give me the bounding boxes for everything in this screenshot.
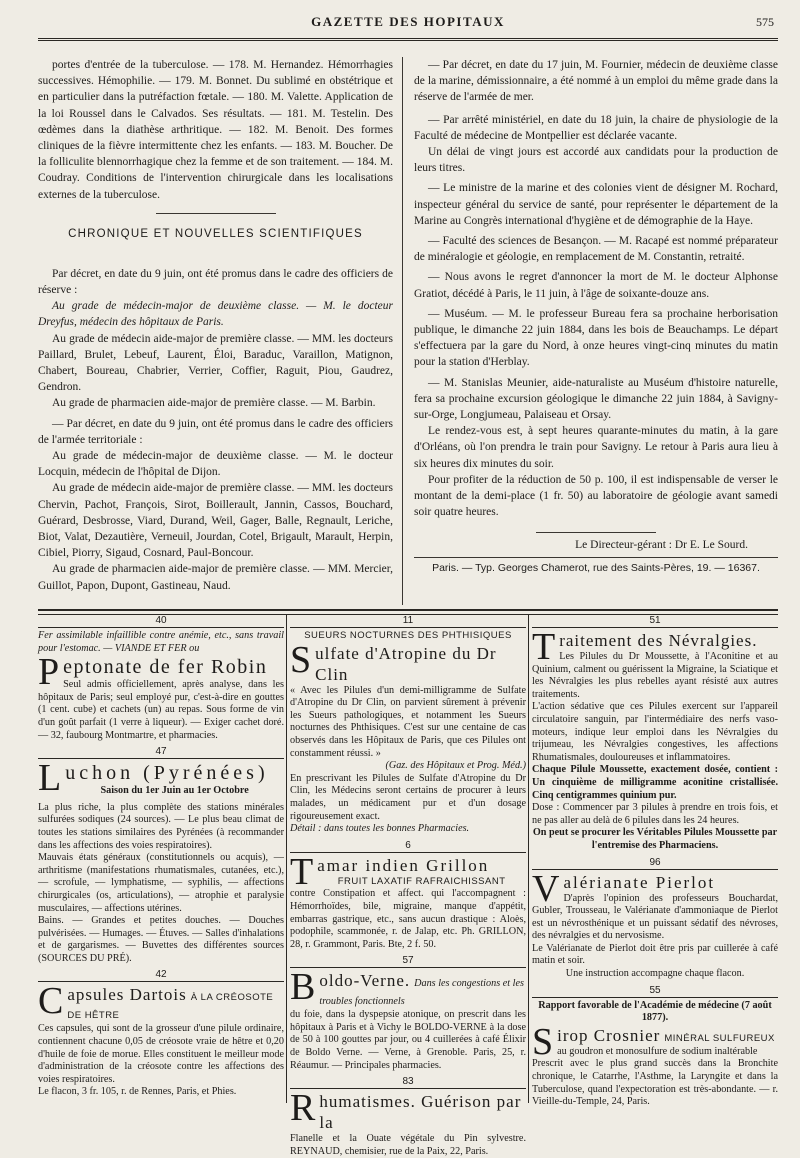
advert-body: Bains. — Grandes et petites douches. — Douches pulvérisées. — Humages. — Étuves. — Salles d'inhalations et de gargarismes. — Buvettes des différentes sources (SOURCES DU PRÉ). <box>38 915 284 964</box>
paragraph: — Nous avons le regret d'annoncer la mort de M. le docteur Alphonse Gratiot, décédé à Paris, le 11 juin, à l'âge de soixante-douze ans. <box>414 271 778 300</box>
paragraph: Au grade de médecin-major de deuxième classe. — M. le docteur Locquin, médecin de l'hôpital de Dijon. <box>38 450 393 479</box>
printer-line: Paris. — Typ. Georges Chamerot, rue des Saints-Pères, 19. — 16367. <box>414 557 778 574</box>
advert-body: Le Valérianate de Pierlot doit être pris par cuillerée à café matin et soir. <box>532 942 778 967</box>
advert-title: amar indien Grillon <box>317 855 490 875</box>
advert-quote: « Avec les Pilules d'un demi-milligramme de Sulfate d'Atropine du Dr Clin, on parvient sûrement à prévenir les Sueurs pathologiques, et notamment les Sueurs nocturnes des Phthisiques. C'est sur une centaine de cas observés dans les Hôpitaux de Paris, que ces Pilules ont constamment réussi. » <box>290 684 526 759</box>
drop-cap: S <box>290 638 312 681</box>
advert-number: 11 <box>290 615 526 628</box>
drop-cap: P <box>38 651 60 694</box>
advert-dartois <box>38 980 284 1099</box>
advert-boldo <box>290 966 526 1072</box>
paragraph: — Par décret, en date du 9 juin, ont été promus dans le cadre des officiers de l'armée territoriale : <box>38 417 393 446</box>
advert-body: Les Pilules du Dr Moussette, à l'Aconitine et au Quinium, calment ou guérissent la Migraine, la Sciatique et les Névralgies les plus rebelles ayant résisté aux autres traitements. <box>532 651 778 700</box>
left-column <box>38 57 393 607</box>
advert-body: du foie, dans la dyspepsie atonique, on prescrit dans les hôpitaux à Paris et à Vichy le BOLDO-VERNE à la dose de 50 à 100 gouttes par jour, ou 4 cuillerées à café Élixir de Boldo Verne. — Verne, à Grenoble. Paris, 25, r. Réaumur. — Principales pharmacies. <box>290 1009 526 1071</box>
advert-title: eptonate de fer Robin <box>63 656 268 679</box>
advert-title: uchon (Pyrénées) <box>65 762 269 785</box>
page-number: 575 <box>756 15 774 29</box>
advert-peptonate <box>38 630 284 742</box>
advert-number: 40 <box>38 615 284 628</box>
advert-title: apsules Dartois <box>67 985 187 1005</box>
paragraph: Pour profiter de la réduction de 50 p. 100, il est indispensable de verser le montant de la demi-place (1 fr. 50) au laboratoire de géologie avant samedi soir quatre heures. <box>414 473 778 519</box>
paragraph: — M. Stanislas Meunier, aide-naturaliste au Muséum d'histoire naturelle, fera sa prochaine excursion géologique le dimanche 22 juin 1884, à Savigny-sur-Orge, Longjumeau, Palaiseau et Orsay. <box>414 376 778 422</box>
advert-title: oldo-Verne. <box>319 971 411 991</box>
advert-number: 6 <box>290 840 526 853</box>
advert-title: irop Crosnier <box>557 1025 661 1045</box>
thesis-list: portes d'entrée de la tuberculose. — 178. M. Hernandez. Hémorrhagies successives. Hémophilie. — 179. M. Bonnet. Du sublimé en obstétrique et en particulier dans la putréfaction fœtale. — 180. M. Valette. Application de la loi Roussel dans le Calvados. Ses résultats. — 181. M. Testelin. Des œdèmes dans la diathèse arthritique. — 182. M. Benoit. Des formes cliniques de la fièvre intermittente chez les enfants. — 183. M. Boucher. De la folliculite blennorrhagique chez la femme et de son traitement. — 184. M. Coudray. Conditions de l'intervention chirurgicale dans les localisations externes de la tuberculose. <box>38 59 393 201</box>
advert-subtitle: MINÉRAL SULFUREUX <box>664 1032 775 1044</box>
advert-number: 42 <box>38 969 284 982</box>
advert-number: 83 <box>290 1076 526 1089</box>
drop-cap: T <box>290 850 314 893</box>
paragraph: — Faculté des sciences de Besançon. — M. Racapé est nommé préparateur de minéralogie et géologie, en remplacement de M. Constantin, retraité. <box>414 235 778 264</box>
advert-body: Mauvais états généraux (constitutionnels ou acquis), — arthritisme (manifestations rhumatismales, cutanées, etc.), — scrofule, — lymphatisme, — syphilis, — affections chirurgicales (os, articulations), — atrophie et paralysie musculaires, — affections utérines. <box>38 852 284 914</box>
drop-cap: C <box>38 980 64 1023</box>
advert-body: contre Constipation et affect. qui l'accompagnent : Hémorrhoïdes, bile, migraine, manque d'appétit, embarras gastrique, etc., sans aucun drastique : Aloès, podophile, scammonée, r. de Jalap, etc. Ph. GRILLON, 28, r. Grammont, Paris. Bte, 2 f. 50. <box>290 888 526 950</box>
advert-number: 55 <box>532 985 778 998</box>
advert-subtitle: À LA CRÉOSOTE DE HÊTRE <box>67 992 274 1022</box>
advert-column-3 <box>532 615 778 1108</box>
advert-number: 51 <box>532 615 778 628</box>
advert-luchon <box>38 757 284 965</box>
paragraph: — Le ministre de la marine et des colonies vient de désigner M. Rochard, inspecteur général du service de santé, pour représenter le département de la Marine au Congrès international d'hygiène et de démographie de la Haye. <box>414 182 778 227</box>
advert-subtitle: FRUIT LAXATIF RAFRAICHISSANT <box>337 875 506 887</box>
advert-body: La plus riche, la plus complète des stations minérales sulfurées sodiques (24 sources). — Le plus beau climat de toutes les stations similaires des Pyrénées (à recommander dans les affections des voies respiratoires). <box>38 801 284 851</box>
advert-title: alérianate Pierlot <box>563 872 716 892</box>
advert-number: 47 <box>38 746 284 759</box>
advert-source: (Gaz. des Hôpitaux et Prog. Méd.) <box>385 760 526 772</box>
advertisements <box>38 615 778 1157</box>
advert-column-2 <box>290 615 526 1157</box>
advert-body: au goudron et monosulfure de sodium inaltérable <box>557 1045 758 1057</box>
advert-body: On peut se procurer les Véritables Pilules Moussette par l'entremise des Pharmaciens. <box>532 827 778 851</box>
advert-intro: Fer assimilable infaillible contre anémie, etc., sans travail pour l'estomac. — VIANDE ET FER ou <box>38 630 284 654</box>
advert-price: Le flacon, 3 fr. 105, r. de Rennes, Paris, et Phies. <box>38 1086 237 1098</box>
drop-cap: B <box>290 966 316 1009</box>
drop-cap: R <box>290 1087 316 1130</box>
advert-body: En prescrivant les Pilules de Sulfate d'Atropine du Dr Clin, les Médecins seront certains de procurer à leurs malades, un médicament pur et d'un dosage rigoureusement exact. <box>290 772 526 822</box>
advert-heading: Rapport favorable de l'Académie de médecine (7 août 1877). <box>538 999 772 1024</box>
paragraph: Au grade de médecin-major de deuxième classe. — M. le docteur Dreyfus, médecin des hôpitaux de Paris. <box>38 300 393 329</box>
drop-cap: V <box>532 867 560 910</box>
advert-nevralgies <box>532 626 778 853</box>
page-header <box>38 10 778 41</box>
section-heading: CHRONIQUE ET NOUVELLES SCIENTIFIQUES <box>68 227 363 240</box>
advert-heading: SUEURS NOCTURNES DES PHTHISIQUES <box>304 630 512 641</box>
advert-body: Seul admis officiellement, après analyse, dans les hôpitaux de Paris; seul employé pur, c'est-à-dire en gouttes (1 cent. cube) et cachets (un) au repas. Sous forme de vin d'un goût parfait (1 verre à liqueur). — Exiger cachet doré. — 32, faubourg Montmartre, et pharmacies. <box>38 679 284 741</box>
advert-body: Flanelle et la Ouate végétale du Pin sylvestre. REYNAUD, chemisier, rue de la Paix, 22, Paris. <box>290 1133 526 1157</box>
advert-grillon <box>290 850 526 952</box>
paragraph: Au grade de pharmacien aide-major de première classe. — M. Barbin. <box>52 397 376 410</box>
advert-number: 57 <box>290 955 526 968</box>
advert-detail: Détail : dans toutes les bonnes Pharmacies. <box>290 823 470 835</box>
advert-body: L'action sédative que ces Pilules exercent sur l'appareil circulatoire sanguin, par l'intermédiaire des nerfs vaso-moteurs, indique leur emploi dans les Névralgies du trijumeau, les Névralgies congestives, les affections Rhumatismales, douloureuses et inflammatoires. <box>532 701 778 763</box>
advert-column-1 <box>38 615 284 1105</box>
advert-body: D'après l'opinion des professeurs Bouchardat, Gubler, Trousseau, le Valérianate d'ammoniaque de Pierlot est un névrosthénique et un puissant sédatif des névroses, des névralgies et du nervosisme. <box>532 892 778 942</box>
paragraph: — Par arrêté ministériel, en date du 18 juin, la chaire de physiologie de la Faculté de médecine de Montpellier est déclarée vacante. <box>414 113 778 142</box>
advert-title: raitement des Névralgies. <box>559 631 758 650</box>
paragraph: Un délai de vingt jours est accordé aux candidats pour la production de leurs titres. <box>414 146 778 175</box>
column-rule <box>402 57 403 605</box>
advert-atropine <box>290 630 526 836</box>
advert-pierlot <box>532 867 778 981</box>
drop-cap: T <box>532 626 556 668</box>
advert-intro: Dans les congestions et les troubles fonctionnels <box>319 978 524 1008</box>
divider <box>536 532 656 533</box>
right-column <box>414 57 778 607</box>
drop-cap: S <box>532 1020 554 1063</box>
paragraph: Au grade de pharmacien aide-major de première classe. — MM. Mercier, Guillot, Papon, Dupont, Gastineau, Naud. <box>38 563 393 592</box>
column-rule <box>528 615 529 1103</box>
advert-body: Une instruction accompagne chaque flacon. <box>565 968 745 980</box>
paragraph: — Par décret, en date du 17 juin, M. Fournier, médecin de deuxième classe de la marine, démissionnaire, a été nommé à un emploi du même grade dans la réserve de l'armée de mer. <box>414 59 778 104</box>
advert-number: 96 <box>532 857 778 870</box>
advert-crosnier <box>532 1000 778 1109</box>
signature: Le Directeur-gérant : Dr E. Le Sourd. <box>575 539 748 552</box>
advert-body: Dose : Commencer par 3 pilules à prendre en trois fois, et ne pas aller au delà de 6 pilules dans les 24 heures. <box>532 802 778 826</box>
paragraph: Au grade de médecin aide-major de première classe. — MM. les docteurs Paillard, Brulet, Lebeuf, Laurent, Éloi, Baraduc, Varaillon, Matignon, Chabert, Boureau, Chabrier, Verrier, Coffier, Raguit, Piou, Gaudrez, Gendron. <box>38 332 393 394</box>
advert-title: ulfate d'Atropine du Dr Clin <box>315 643 497 684</box>
advert-title: humatismes. Guérison par la <box>319 1092 522 1133</box>
advert-season: Saison du 1er Juin au 1er Octobre <box>100 785 249 797</box>
drop-cap: L <box>38 757 62 800</box>
paragraph: Au grade de médecin aide-major de première classe. — MM. les docteurs Chervin, Pachot, François, Sirot, Boillerault, Jannin, Cassos, Bouchard, Guérard, Desbrosse, Viard, Durand, Weil, Gager, Balle, Regnault, Leriche, Biot, Valat, Dezautière, Verneuil, Jourdan, Cotel, Brigault, Marault, Herpin, Cibiel, Piorry, Sigaud, Cosnard, Paul-Boncour. <box>38 482 393 560</box>
paragraph: Le rendez-vous est, à sept heures quarante-minutes du matin, à la gare d'Orléans, où l'on prendra le train pour Savigny. Le retour à Paris aura lieu à six heures dix minutes du soir. <box>414 425 778 470</box>
journal-title: GAZETTE DES HOPITAUX <box>311 14 505 29</box>
advert-body: Ces capsules, qui sont de la grosseur d'une pilule ordinaire, contiennent chacune 0,05 de créosote vraie de hêtre et 0,20 d'huile de foie de morue. Elles constituent le meilleur mode d'administration de la créosote contre les affections des voies respiratoires. <box>38 1023 284 1085</box>
advert-body: Prescrit avec le plus grand succès dans la Bronchite chronique, le Catarrhe, l'Asthme, la Laryngite et dans la Tuberculose, quand l'expectoration est très-abondante. — r. Vieille-du-Temple, 24, Paris. <box>532 1058 778 1108</box>
paragraph: — Muséum. — M. le professeur Bureau fera sa prochaine herborisation publique, le dimanche 22 juin 1884, dans les bois de Beauchamps. Le départ s'effectuera par la gare du Nord, à onze heures vingt-cinq minutes du matin pour la station d'Herblay. <box>414 307 778 369</box>
column-rule <box>286 615 287 1103</box>
divider <box>156 213 276 214</box>
paragraph: Par décret, en date du 9 juin, ont été promus dans le cadre des officiers de réserve : <box>38 267 393 297</box>
advert-rhumatismes <box>290 1087 526 1158</box>
advert-body: Chaque Pilule Moussette, exactement dosée, contient : Un cinquième de milligramme aconitine cristallisée. Cinq centigrammes quinium pur. <box>532 764 778 801</box>
